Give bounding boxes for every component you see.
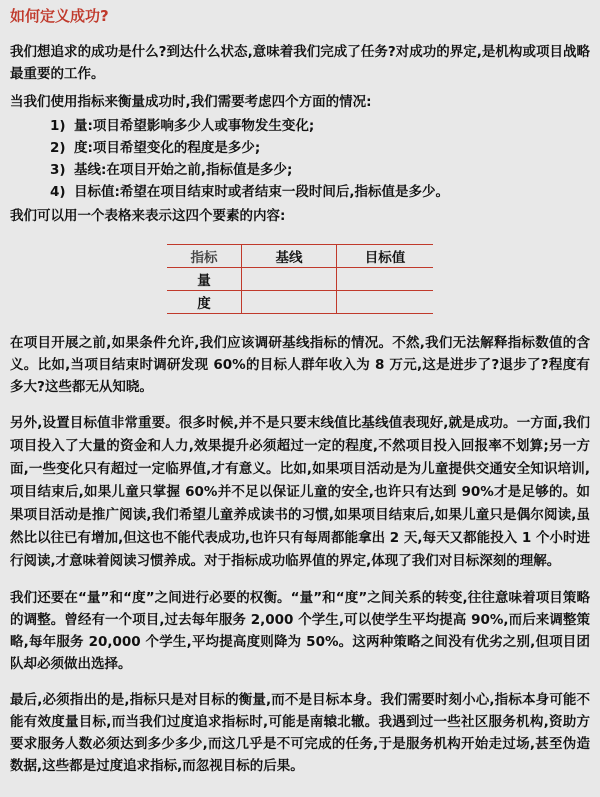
table-cell — [242, 291, 337, 314]
list-item — [50, 115, 590, 137]
list-item — [50, 159, 590, 181]
table-row — [167, 291, 433, 314]
factor-list — [10, 115, 590, 203]
final-paragraph: 最后,必须指出的是,指标只是对目标的衡量,而不是目标本身。我们需要时刻小心,指标本身可能不能有效度量目标,而当我们过度追求指标时,可能是南辕北辙。我遇到过一些社区服务机构,资助方要求服务人数必须达到多少多少,而这几乎是不可完成的任务,于是服务机构开始走过场,甚至伪造数据,这些都是过度追求指标,而忽视目标的后果。 — [10, 692, 590, 774]
list-item-number: 3) — [50, 162, 66, 178]
table-header-cell: 目标值 — [337, 245, 434, 268]
tradeoff-paragraph: 我们还要在“量”和“度”之间进行必要的权衡。“量”和“度”之间关系的转变,往往意味着项目策略的调整。曾经有一个项目,过去每年服务 2,000 个学生,可以使学生平均提高 90%,而后来调整策略,每年服务 20,000 个学生,平均提高度则降为 50%。这两种策略之间没有优劣之别,但项目团队却必须做出选择。 — [10, 590, 590, 672]
baseline-paragraph: 在项目开展之前,如果条件允许,我们应该调研基线指标的情况。不然,我们无法解释指标数值的含义。比如,当项目结束时调研发现 60%的目标人群年收入为 8 万元,这是进步了?退步了?程度有多大?这些都无从知晓。 — [10, 335, 590, 395]
table-cell — [337, 291, 434, 314]
table-header-cell: 基线 — [242, 245, 337, 268]
table-header-row — [167, 245, 433, 268]
page-title: 如何定义成功? — [10, 7, 109, 25]
table-cell: 度 — [167, 291, 242, 314]
table-cell: 量 — [167, 268, 242, 291]
list-item — [50, 137, 590, 159]
table-row — [167, 268, 433, 291]
list-item-number: 1) — [50, 118, 66, 134]
list-item-text: 度:项目希望变化的程度是多少; — [74, 140, 261, 156]
list-item-text: 量:项目希望影响多少人或事物发生变化; — [74, 118, 315, 134]
measure-lead-paragraph: 当我们使用指标来衡量成功时,我们需要考虑四个方面的情况: — [10, 94, 372, 110]
list-item-number: 2) — [50, 140, 66, 156]
target-paragraph: 另外,设置目标值非常重要。很多时候,并不是只要末线值比基线值表现好,就是成功。一方面,我们项目投入了大量的资金和人力,效果提升必须超过一定的程度,不然项目投入回报率不划算;另一方面,一些变化只有超过一定临界值,才有意义。比如,如果项目活动是为儿童提供交通安全知识培训,项目结束后,如果儿童只掌握 60%并不足以保证儿童的安全,也许只有达到 90%才是足够的。如果项目活动是推广阅读,我们希望儿童养成读书的习惯,如果项目结束后,如果儿童只是偶尔阅读,虽然比以往已有增加,但这也不能代表成功,也许只有每周都能拿出 2 天,每天又都能投入 1 个小时进行阅读,才意味着阅读习惯养成。对于指标成功临界值的界定,体现了我们对目标深刻的理解。 — [10, 415, 590, 569]
indicator-table-wrap — [10, 244, 590, 314]
list-item-text: 基线:在项目开始之前,指标值是多少; — [74, 162, 293, 178]
table-cell — [242, 268, 337, 291]
table-lead-paragraph: 我们可以用一个表格来表示这四个要素的内容: — [10, 208, 286, 224]
intro-paragraph: 我们想追求的成功是什么?到达什么状态,意味着我们完成了任务?对成功的界定,是机构或项目战略最重要的工作。 — [10, 44, 590, 82]
table-header-cell: 指标 — [167, 245, 242, 268]
list-item-text: 目标值:希望在项目结束时或者结束一段时间后,指标值是多少。 — [74, 184, 450, 200]
list-item-number: 4) — [50, 184, 66, 200]
list-item — [50, 181, 590, 203]
indicator-table — [167, 244, 433, 314]
table-cell — [337, 268, 434, 291]
